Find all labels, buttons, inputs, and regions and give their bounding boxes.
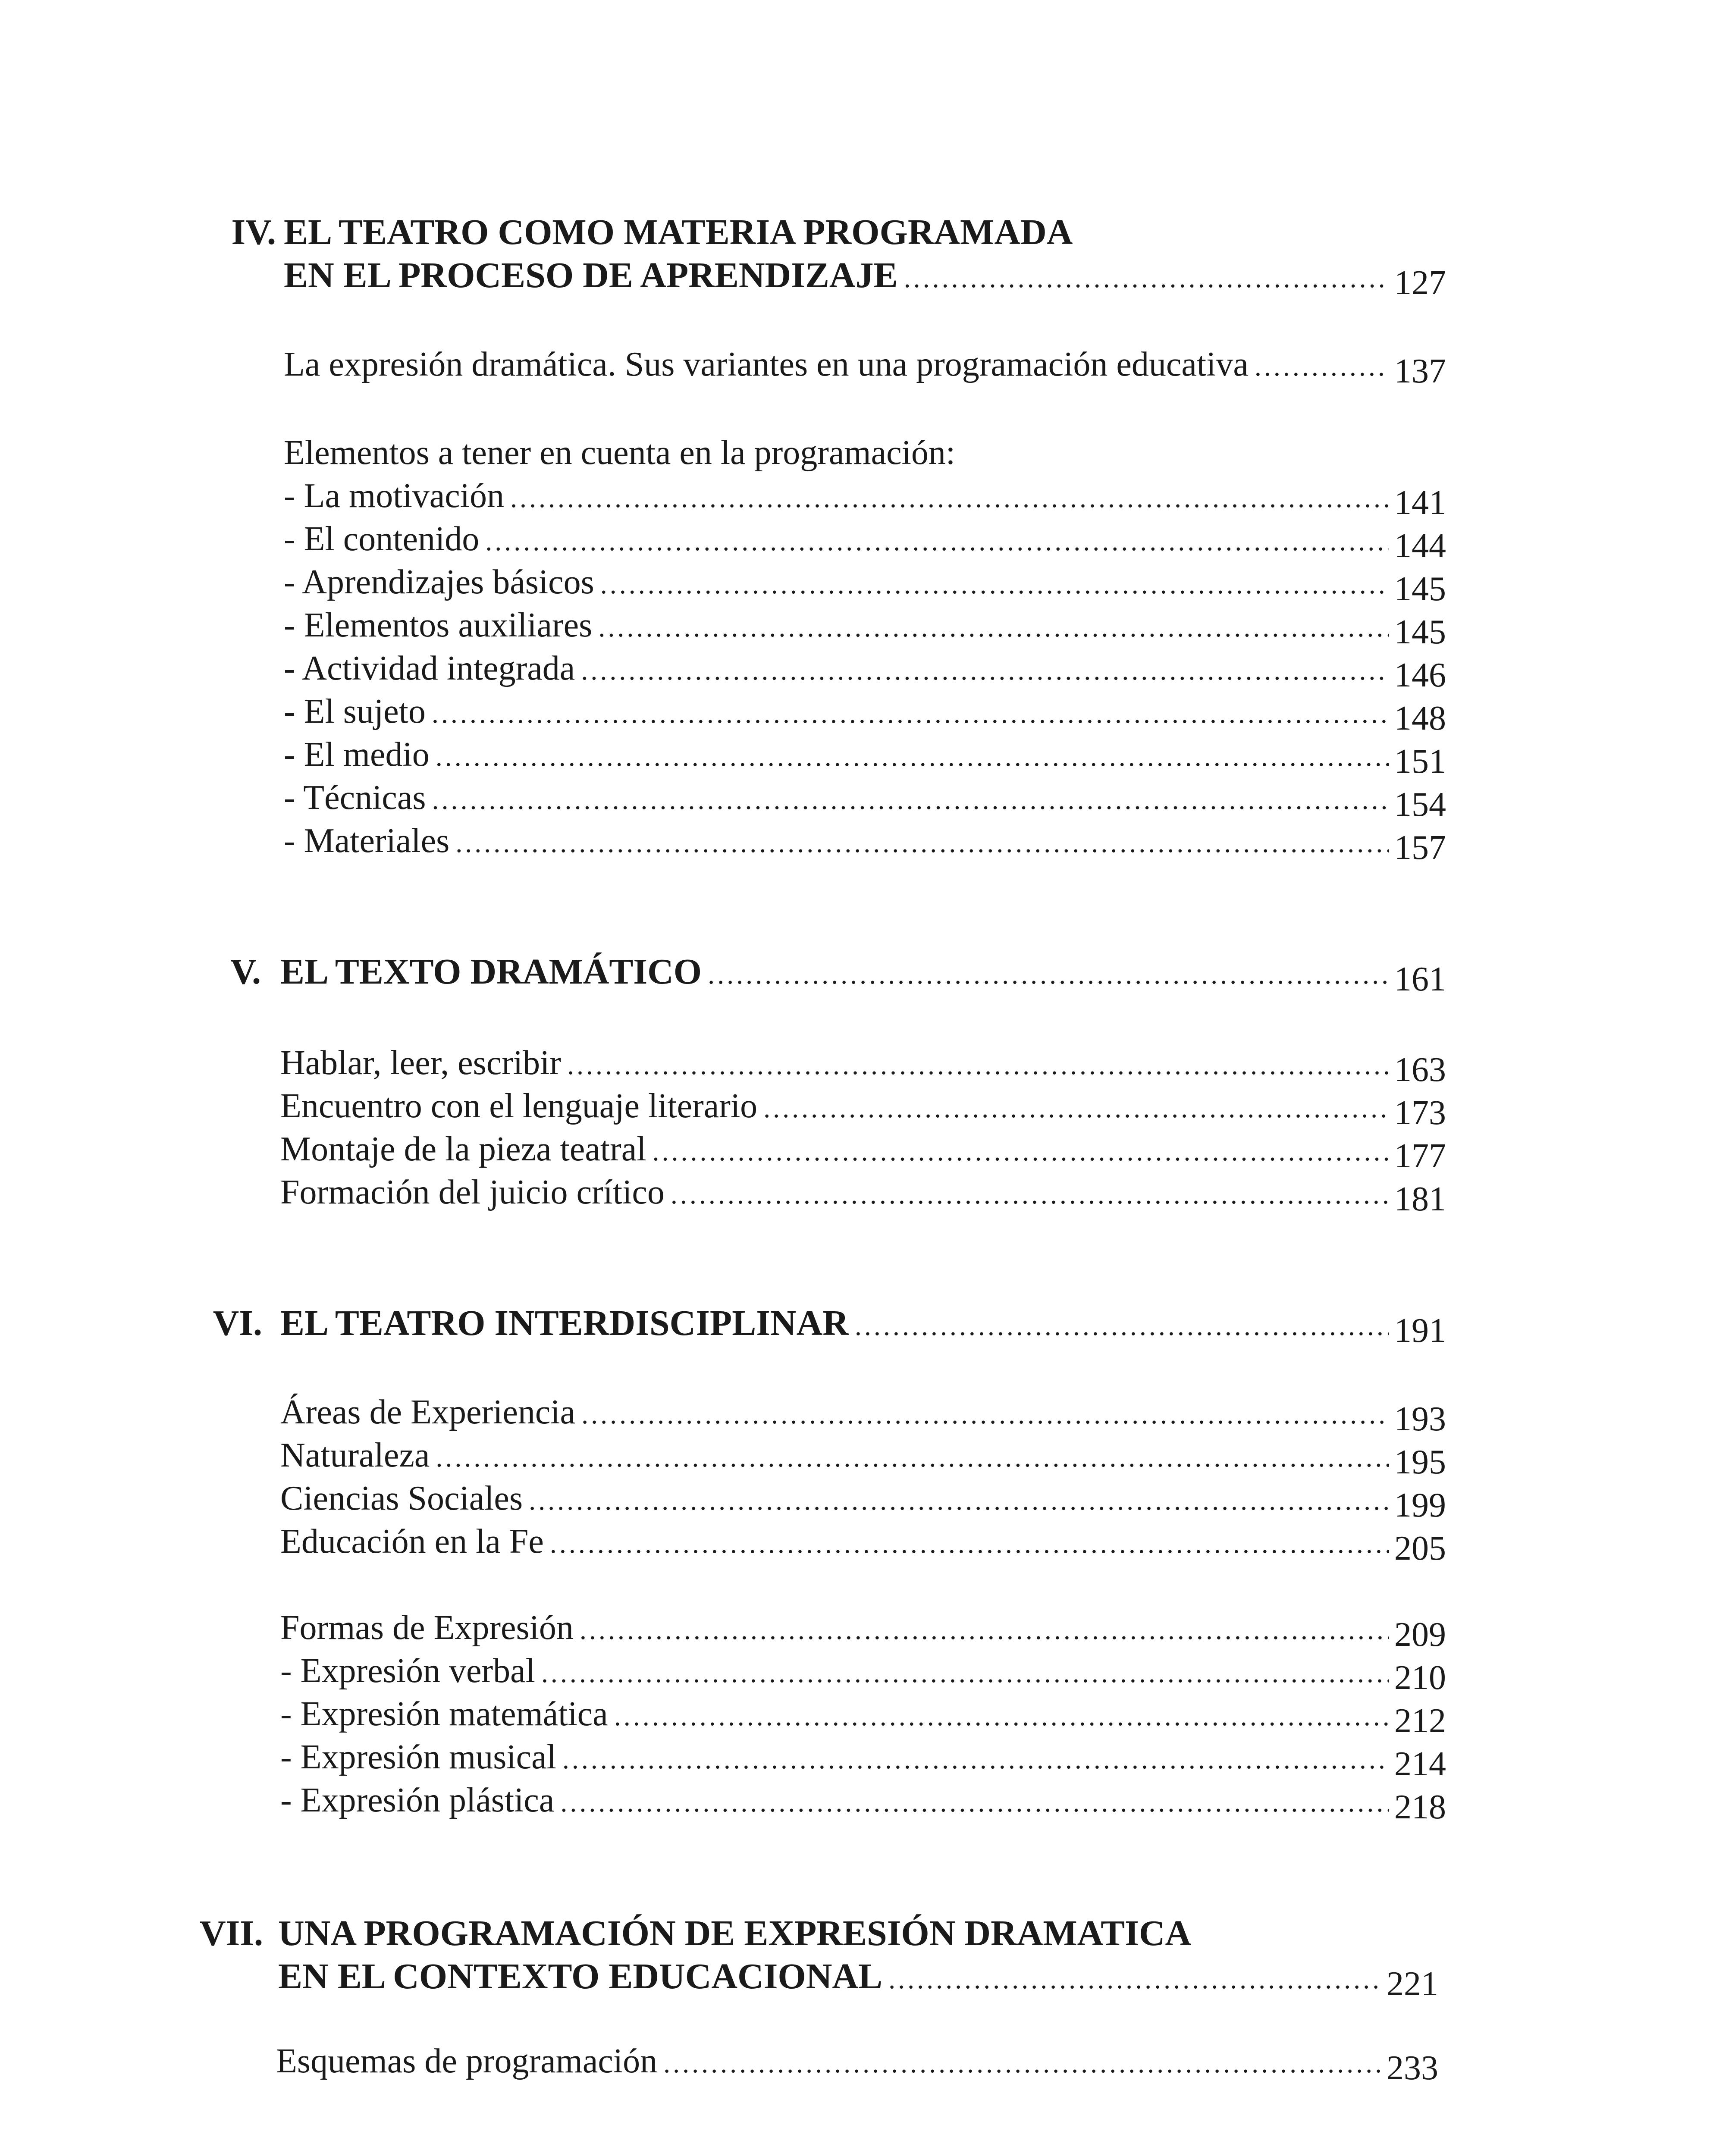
dot-leader	[550, 1528, 1389, 1560]
section-iv-title-text2: EN EL PROCESO DE APRENDIZAJE	[284, 255, 898, 295]
dot-leader	[614, 1700, 1389, 1732]
toc-entry-page: 233	[1387, 2049, 1438, 2087]
toc-entry	[280, 1781, 1446, 1826]
toc-entry	[280, 1738, 1446, 1783]
toc-entry	[280, 1044, 1446, 1089]
section-v-title-text: EL TEXTO DRAMÁTICO	[280, 952, 702, 992]
toc-entry-page: 154	[1394, 786, 1446, 824]
toc-entry-page: 210	[1394, 1659, 1446, 1697]
toc-entry-page: 146	[1394, 656, 1446, 694]
subgroup-title-text: Elementos a tener en cuenta en la programación:	[284, 434, 956, 472]
dot-leader	[663, 2047, 1381, 2079]
section-vii-title-line1	[278, 1912, 1191, 1954]
section-iv-title-line1	[284, 211, 1073, 253]
dot-leader	[1255, 351, 1389, 382]
toc-entry	[284, 345, 1446, 390]
toc-entry	[280, 1651, 1446, 1697]
toc-entry-text: - Técnicas	[284, 779, 426, 817]
toc-entry-page: 163	[1394, 1051, 1446, 1089]
section-vi-numeral: VI.	[213, 1303, 262, 1343]
section-vii-page: 221	[1387, 1965, 1438, 2003]
toc-entry	[284, 476, 1446, 522]
toc-entry	[284, 520, 1446, 565]
toc-entry-text: Formación del juicio crítico	[280, 1173, 665, 1211]
dot-leader	[567, 1049, 1389, 1081]
section-iv-title-text1: EL TEATRO COMO MATERIA PROGRAMADA	[284, 212, 1073, 252]
dot-leader	[598, 611, 1389, 643]
section-vi-title-text: EL TEATRO INTERDISCIPLINAR	[280, 1303, 849, 1343]
toc-entry	[284, 649, 1446, 694]
toc-entry	[276, 2042, 1438, 2087]
toc-entry-page: 141	[1394, 484, 1446, 522]
toc-entry	[284, 778, 1446, 824]
dot-leader	[600, 568, 1389, 600]
toc-entry-text: Encuentro con el lenguaje literario	[280, 1087, 758, 1125]
dot-leader	[652, 1135, 1389, 1167]
dot-leader	[581, 655, 1389, 686]
toc-entry-page: 157	[1394, 829, 1446, 867]
toc-entry-page: 145	[1394, 570, 1446, 608]
toc-entry-page: 209	[1394, 1616, 1446, 1654]
section-v-numeral: V.	[230, 952, 261, 992]
dot-leader	[436, 1442, 1389, 1473]
toc-entry-text: - Expresión plástica	[280, 1781, 555, 1819]
toc-entry-text: Ciencias Sociales	[280, 1479, 523, 1517]
toc-entry	[280, 1130, 1446, 1175]
section-vii-numeral: VII.	[199, 1913, 263, 1953]
toc-entry	[280, 1173, 1446, 1218]
toc-entry-page: 177	[1394, 1137, 1446, 1175]
toc-entry-page: 145	[1394, 613, 1446, 651]
subgroup-title	[284, 433, 955, 473]
dot-leader	[888, 1963, 1381, 1995]
toc-entry	[284, 735, 1446, 780]
toc-entry	[284, 563, 1446, 608]
toc-entry-page: 193	[1394, 1400, 1446, 1438]
toc-entry-page: 173	[1394, 1094, 1446, 1132]
toc-entry-page: 205	[1394, 1529, 1446, 1567]
toc-entry	[280, 1436, 1446, 1481]
toc-entry-text: Áreas de Experiencia	[280, 1393, 576, 1431]
section-vi-title-line	[280, 1302, 1446, 1350]
section-iv-page: 127	[1394, 264, 1446, 302]
toc-entry-text: Esquemas de programación	[276, 2042, 658, 2080]
toc-entry	[280, 1479, 1446, 1524]
toc-entry-text: - Aprendizajes básicos	[284, 563, 594, 601]
toc-entry	[280, 1695, 1446, 1740]
toc-entry-text: Hablar, leer, escribir	[280, 1044, 562, 1082]
toc-entry	[284, 606, 1446, 651]
toc-entry-page: 199	[1394, 1486, 1446, 1524]
toc-entry-page: 148	[1394, 699, 1446, 737]
toc-entry-page: 144	[1394, 527, 1446, 565]
toc-entry-page: 214	[1394, 1745, 1446, 1783]
dot-leader	[708, 959, 1389, 990]
dot-leader	[580, 1614, 1389, 1646]
toc-entry-page: 195	[1394, 1443, 1446, 1481]
toc-entry-text: - El contenido	[284, 520, 480, 558]
dot-leader	[529, 1485, 1389, 1517]
toc-entry	[280, 1608, 1446, 1654]
toc-entry	[284, 692, 1446, 737]
section-v-page: 161	[1394, 960, 1446, 998]
section-iv-numeral: IV.	[231, 212, 276, 252]
section-vii-title-text1: UNA PROGRAMACIÓN DE EXPRESIÓN DRAMATICA	[278, 1913, 1192, 1953]
toc-entry-text: - El medio	[284, 736, 430, 774]
section-vi-page: 191	[1394, 1312, 1446, 1350]
toc-entry-page: 212	[1394, 1702, 1446, 1740]
section-vii-title-text2: EN EL CONTEXTO EDUCACIONAL	[278, 1956, 883, 1996]
dot-leader	[855, 1310, 1389, 1342]
dot-leader	[485, 525, 1389, 557]
dot-leader	[510, 482, 1389, 514]
dot-leader	[432, 698, 1389, 730]
toc-entry-text: - La motivación	[284, 477, 504, 515]
toc-entry-page: 151	[1394, 743, 1446, 780]
toc-entry-text: - Expresión musical	[280, 1738, 556, 1776]
dot-leader	[560, 1786, 1389, 1818]
toc-entry-text: - Expresión verbal	[280, 1652, 535, 1690]
dot-leader	[763, 1092, 1389, 1124]
toc-entry-text: Naturaleza	[280, 1436, 430, 1474]
toc-entry-text: - El sujeto	[284, 693, 426, 730]
dot-leader	[904, 262, 1389, 294]
dot-leader	[432, 784, 1389, 816]
section-vii-title-line2	[278, 1955, 1438, 2003]
toc-entry-text: - Materiales	[284, 822, 450, 860]
toc-entry	[280, 1522, 1446, 1567]
dot-leader	[581, 1398, 1389, 1430]
toc-entry	[280, 1393, 1446, 1438]
dot-leader	[455, 827, 1389, 859]
section-iv-title-line2	[284, 254, 1446, 302]
dot-leader	[541, 1657, 1389, 1689]
toc-entry-text: Formas de Expresión	[280, 1609, 574, 1647]
toc-entry	[284, 821, 1446, 867]
toc-entry-text: La expresión dramática. Sus variantes en una programación educativa	[284, 345, 1249, 383]
dot-leader	[562, 1743, 1389, 1775]
toc-entry-page: 137	[1394, 352, 1446, 390]
toc-entry-text: Montaje de la pieza teatral	[280, 1130, 646, 1168]
toc-entry	[280, 1087, 1446, 1132]
toc-entry-text: - Expresión matemática	[280, 1695, 608, 1733]
toc-entry-text: - Actividad integrada	[284, 649, 575, 687]
section-v-title-line	[280, 951, 1446, 998]
dot-leader	[436, 741, 1389, 773]
toc-entry-text: Educación en la Fe	[280, 1523, 544, 1561]
toc-entry-page: 181	[1394, 1180, 1446, 1218]
dot-leader	[671, 1178, 1389, 1210]
toc-entry-text: - Elementos auxiliares	[284, 606, 593, 644]
toc-entry-page: 218	[1394, 1788, 1446, 1826]
